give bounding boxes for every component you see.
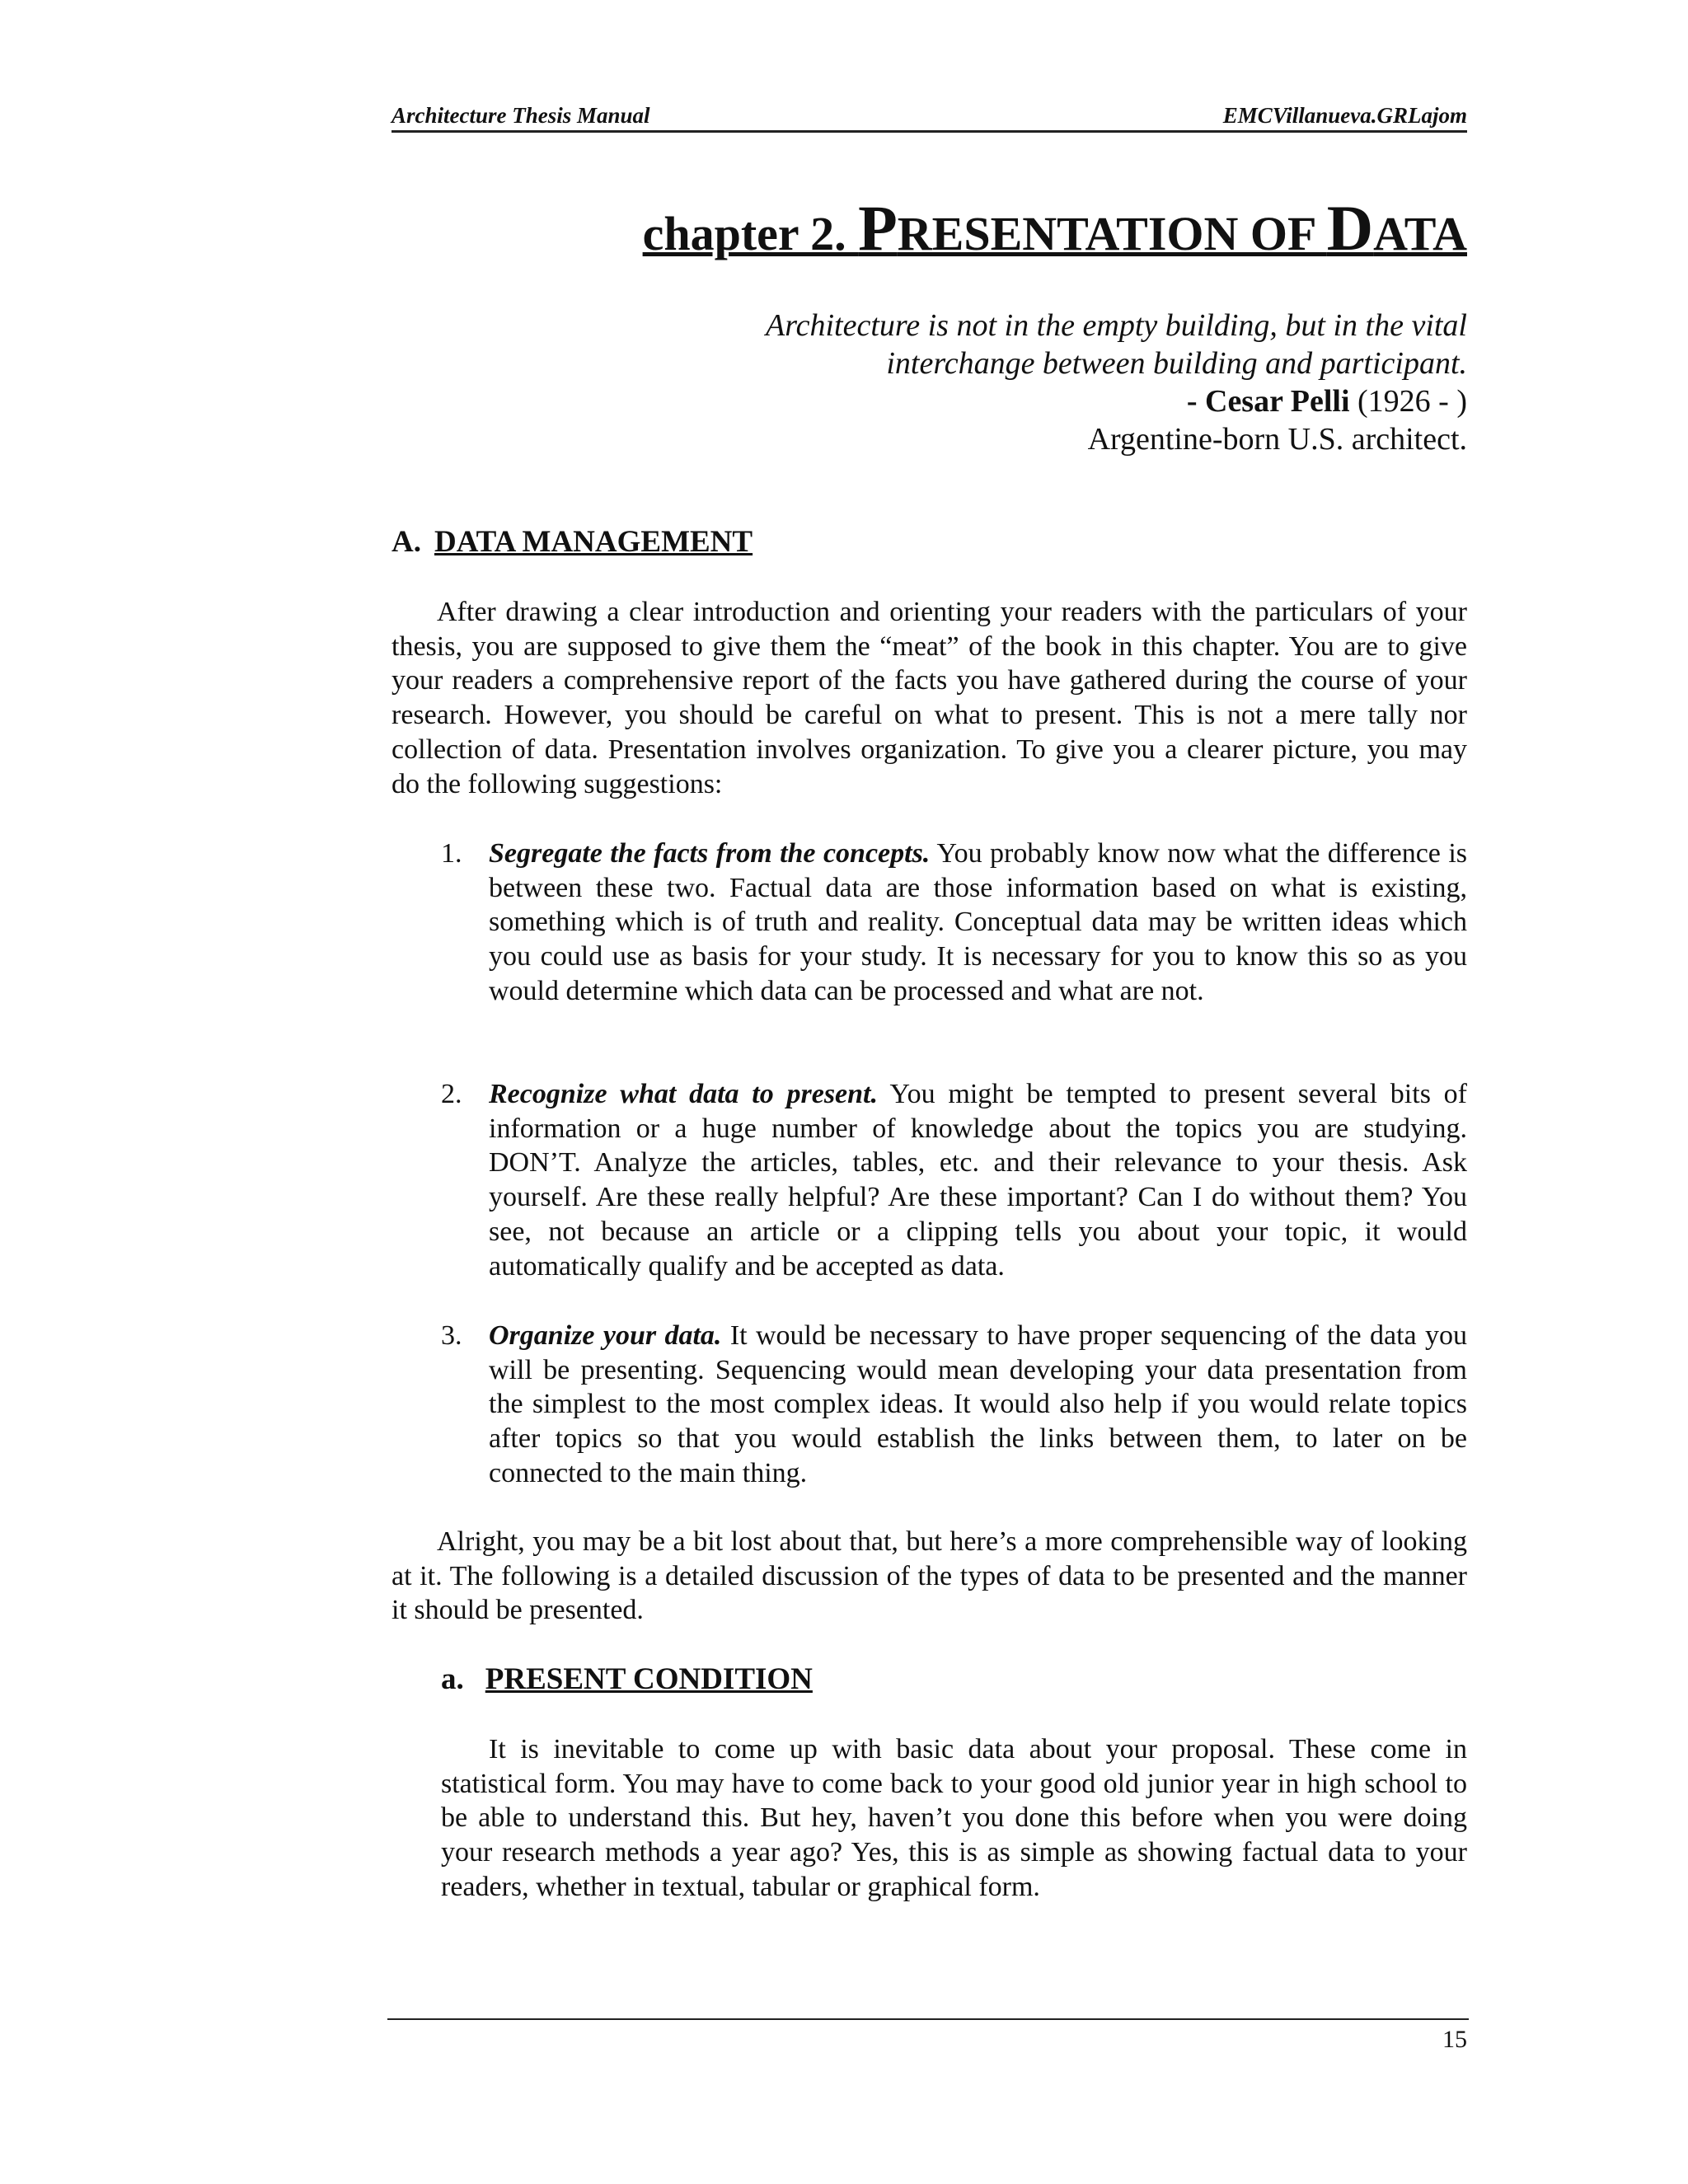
epigraph-author: - Cesar Pelli xyxy=(1186,384,1350,419)
section-letter: A. xyxy=(392,525,421,559)
epigraph-attribution xyxy=(643,382,1467,420)
chapter-initial-p: P xyxy=(858,192,898,264)
epigraph-role: Argentine-born U.S. architect. xyxy=(1087,422,1467,457)
chapter-word-1: RESENTATION OF xyxy=(897,207,1327,260)
list-item xyxy=(441,1319,1467,1491)
list-text: You might be tempted to present several bits of information or a huge number of knowledge about the topics you are studying. DON’T. Analyze the articles, tables, etc. and their relevance to your thesis. Ask yourself. Are these really helpful? Are these important? Can I do without them? You see, not because an article or a clipping tells you about your topic, it would automatically qualify and be accepted as data. xyxy=(489,1079,1468,1282)
list-text: You probably know now what the difference is between these two. Factual data are those information based on what is existing, something which is of truth and reality. Conceptual data may be written ideas which you could use as basis for your study. It is necessary for you to know this so as you would determine which data can be processed and what are not. xyxy=(489,838,1468,1006)
list-lead: Segregate the facts from the concepts. xyxy=(489,838,931,869)
chapter-word-2: ATA xyxy=(1373,207,1467,260)
subsection-title: PRESENT CONDITION xyxy=(485,1662,813,1696)
section-heading-present-condition xyxy=(441,1661,813,1697)
page-number: 15 xyxy=(1442,2026,1467,2053)
header-manual-title: Architecture Thesis Manual xyxy=(392,103,650,128)
list-lead: Organize your data. xyxy=(489,1320,722,1351)
epigraph-years: (1926 - ) xyxy=(1349,384,1467,419)
list-number: 2. xyxy=(441,1079,462,1109)
list-item xyxy=(441,837,1467,1009)
list-number: 3. xyxy=(441,1320,462,1351)
chapter-title xyxy=(642,192,1467,264)
list-item xyxy=(441,1077,1467,1283)
list-text: It would be necessary to have proper sequencing of the data you will be presenting. Sequencing would mean developing your data presentation from the simplest to the most complex ideas. It would also help if you would relate topics after topics so that you would establish the links between them, to later on be connected to the main thing. xyxy=(489,1320,1468,1488)
header-authors: EMCVillanueva.GRLajom xyxy=(1222,103,1467,128)
subsection-letter: a. xyxy=(441,1662,464,1696)
chapter-initial-d: D xyxy=(1326,192,1374,264)
section-heading-data-management xyxy=(392,524,753,560)
epigraph xyxy=(643,307,1467,458)
chapter-prefix: chapter 2. xyxy=(642,207,859,260)
section-title: DATA MANAGEMENT xyxy=(434,525,753,559)
transition-paragraph: Alright, you may be a bit lost about that, but here’s a more comprehensible way of looking at it. The following is a detailed discussion of the types of data to be presented and the manner it should be presented. xyxy=(392,1526,1467,1626)
present-condition-paragraph: It is inevitable to come up with basic data about your proposal. These come in statistical form. You may have to come back to your good old junior year in high school to be able to understand this. But hey, haven’t you done this before when you were doing your research methods a year ago? Yes, this is as simple as showing factual data to your readers, whether in textual, tabular or graphical form. xyxy=(441,1734,1467,1902)
list-lead: Recognize what data to present. xyxy=(489,1079,878,1109)
running-header xyxy=(392,96,1467,133)
epigraph-quote-line-1: Architecture is not in the empty building, but in the vital xyxy=(766,308,1467,343)
footer-divider xyxy=(387,2018,1469,2020)
epigraph-quote-line-2: interchange between building and participant. xyxy=(886,346,1467,381)
list-number: 1. xyxy=(441,838,462,869)
intro-paragraph: After drawing a clear introduction and orienting your readers with the particulars of your thesis, you are supposed to give them the “meat” of the book in this chapter. You are to give your readers a comprehensive report of the facts you have gathered during the course of your research. However, you should be careful on what to present. This is not a mere tally nor collection of data. Presentation involves organization. To give you a clearer picture, you may do the following suggestions: xyxy=(392,597,1467,799)
